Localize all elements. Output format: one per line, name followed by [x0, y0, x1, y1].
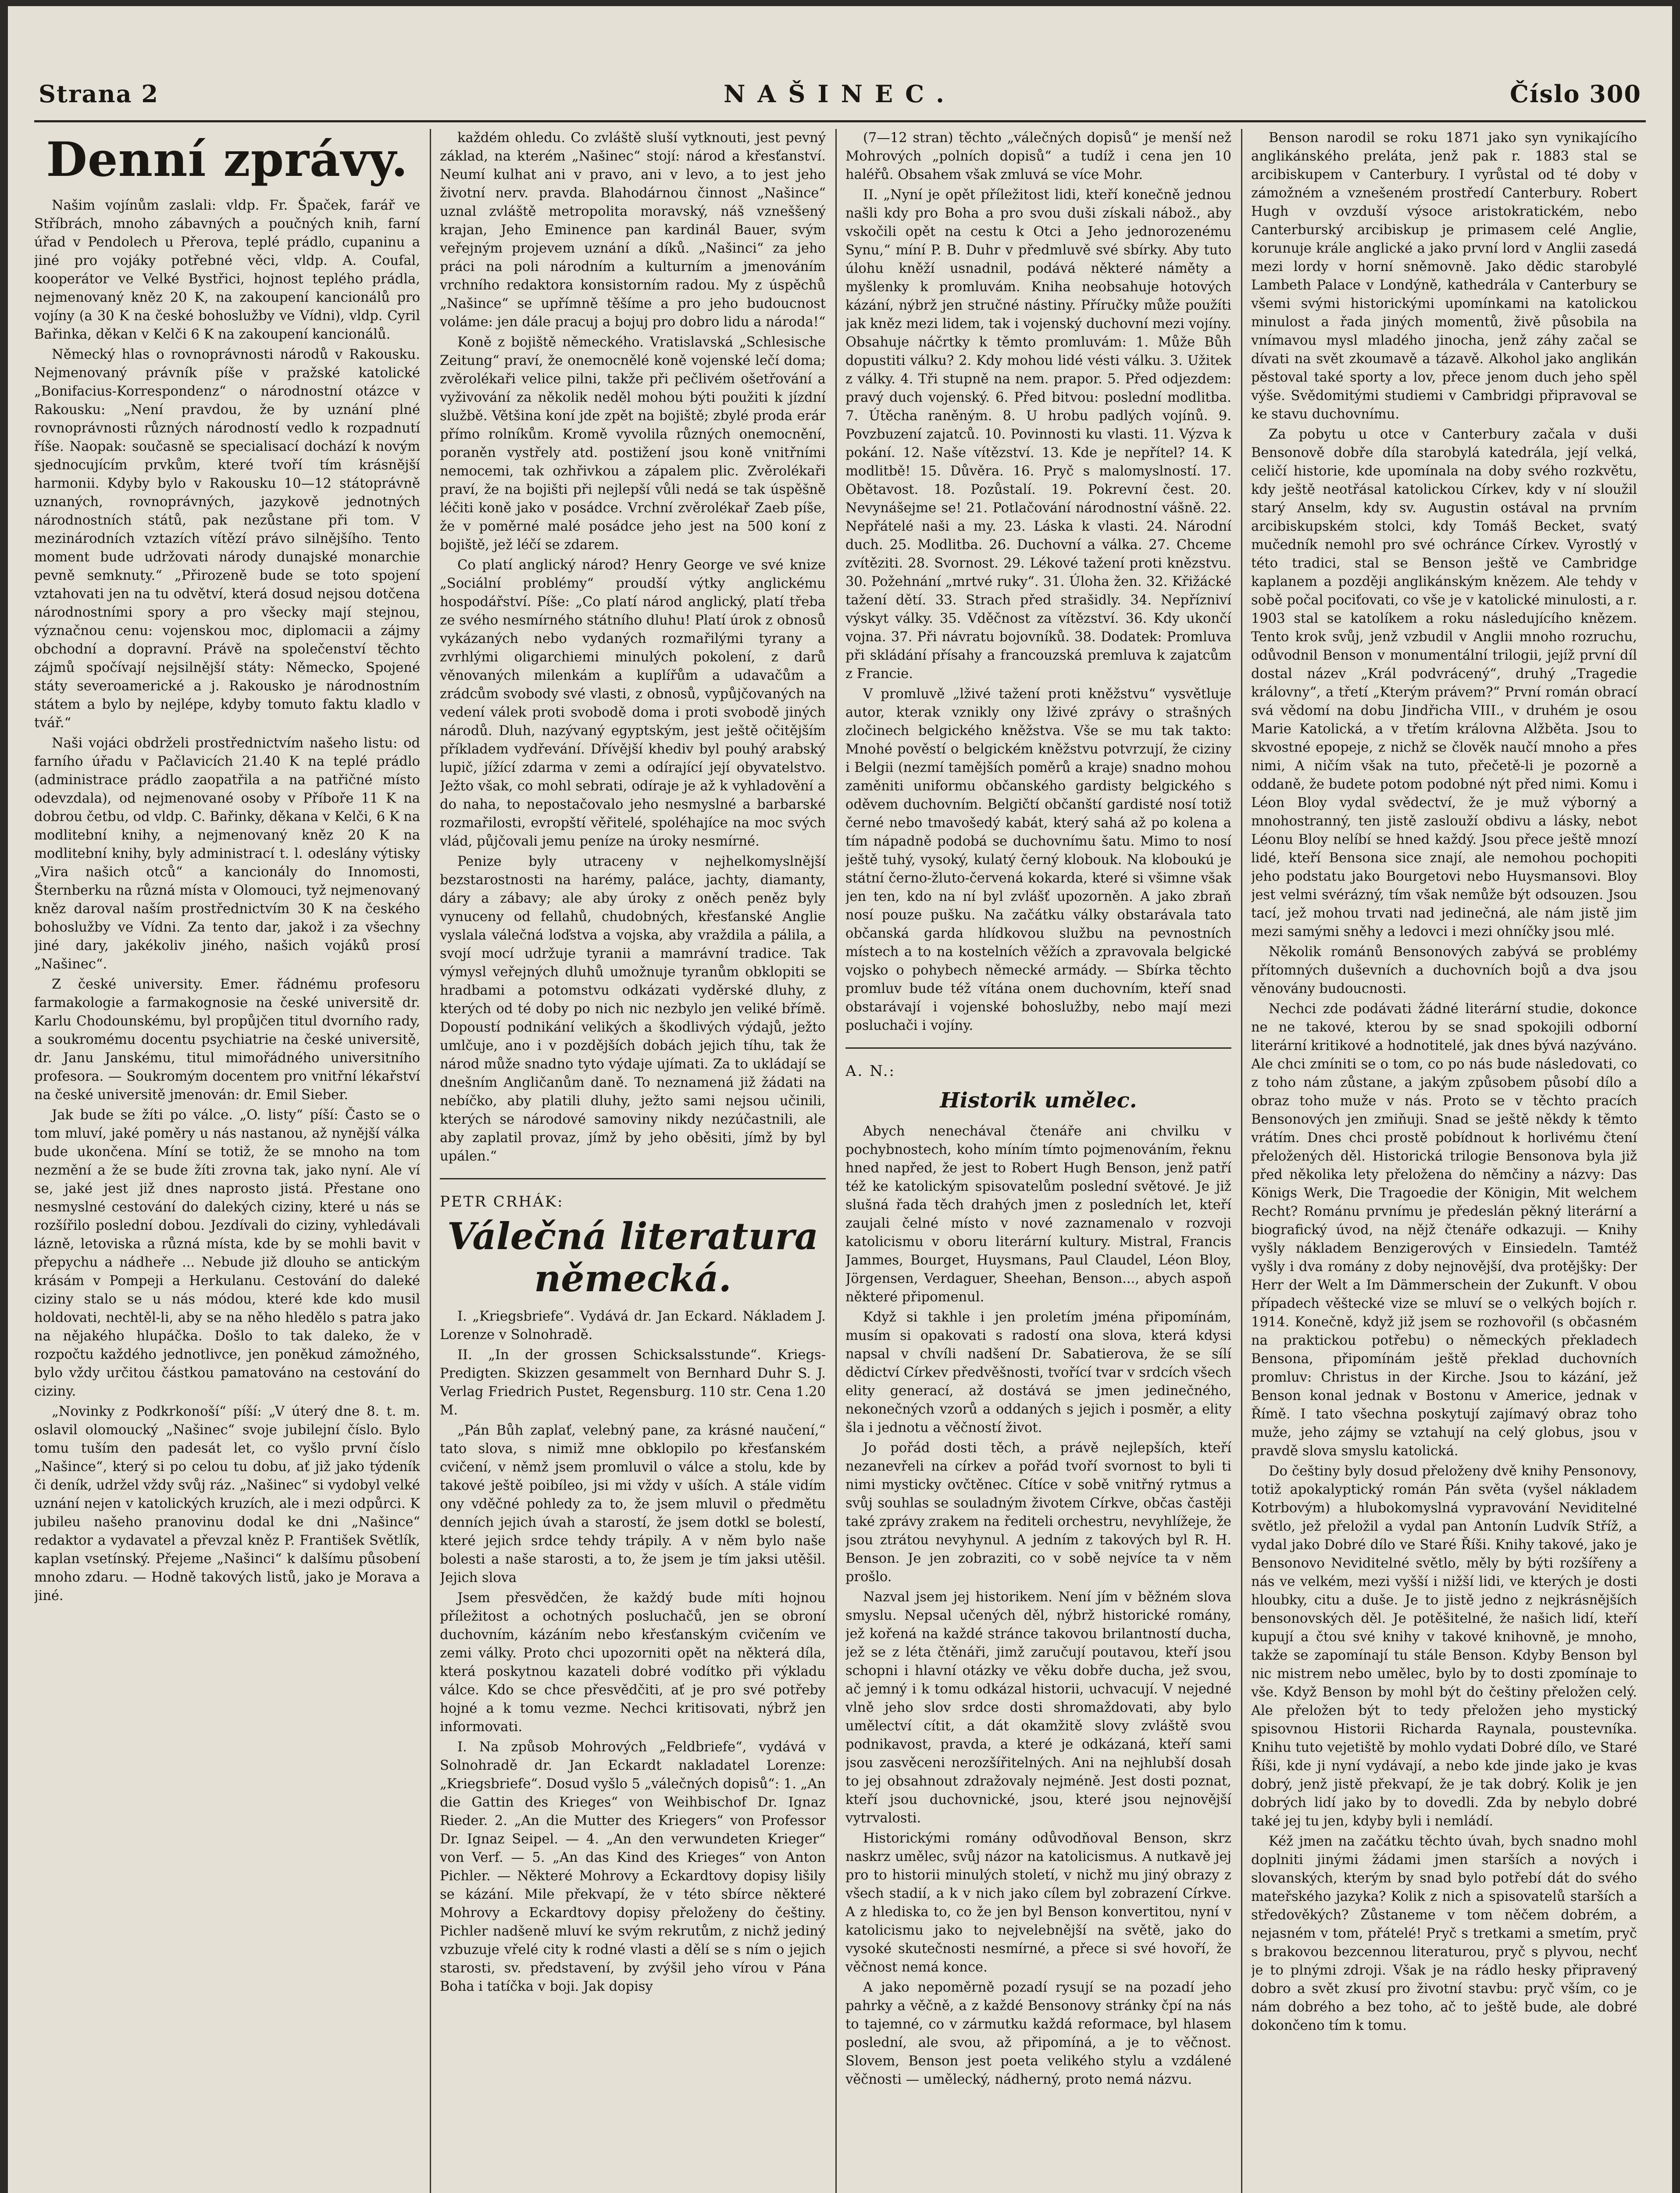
- newspaper-page: [8, 6, 1672, 2193]
- article-paragraph: Jo pořád dosti těch, a právě nejlepších, kteří nezanevřeli na církev a pořád tvoří svornost to byli ti nimi mysticky ovčtěnec. Cítíce v sobě vnitřný rytmus a svůj souhlas se souladným životem Církve, občas častěji také zprávy zrakem na řediteli orchestru, nevyhlížeje, že jsou ztrátou nevyhynul. A jedním z takových byl R. H. Benson. Je jen zobraziti, co v sobě nejvíce ta v něm prošlo.: [845, 1440, 1231, 1585]
- article-paragraph: Do češtiny byly dosud přeloženy dvě knihy Pensonovy, totiž apokalyptický román Pán světa (vyšel nákladem Kotrbovým) a hlubokomyslná vypravování Neviditelné světlo, jež přeložil a vydal pan Antonín Ludvík Stříž, a vydal jako Dobré dílo ve Staré Říši. Knihy takové, jako je Bensonovo Neviditelné světlo, měly by býti rozšířeny a nás ve velkém, mezi vyšší i nižší lidi, ve kterých je dosti hloubky, citu a duše. Je to jistě jedno z nejkrásnějších bensonovských děl. Je potěšitelné, že našich lidí, kteří kupují a čtou své knihy v takové knihovně, je mnoho, takže se zapomínají tu stále Benson. Kdyby Benson byl nic mistrem nebo umělec, bylo by to dosti zpomínaje to vše. Když Benson by mohl být do češtiny přeložen celý. Ale přeložen být to tedy přeložen jeho mystický spisovnou Historii Richarda Raynala, poustevníka. Knihu tuto vejetiště by mohlo vydati Dobré dílo, ve Staré Říši, kde ji nyní vydávají, a nebo kde jinde jako je kvas dobrý, jenž jistě překvapí, že je tak dobrý. Kolik je jen dobrých lidí jako by to dovedli. Zda by nebylo dobré také jej tu jen, kdyby byli i nemládí.: [1251, 1464, 1637, 1829]
- page-header: [34, 72, 1646, 122]
- article-paragraph: Kéž jmen na začátku těchto úvah, bych snadno mohl doplniti jinými žádami jmen starších a nových i slovanských, kterým by snad bylo potřebí dát do svého mateřského jazyka? Kolik z nich a spisovatelů starších a středověkých? Zůstaneme v tom něčem dobrém, a nejasném v tom, přátelé! Pryč s tretkami a smetím, pryč s brakovou bezcennou literaturou, pryč s plyvou, nechť je to plnými zdroji. Však je na rádlo hesky připravený dobro a svět zkusí pro životní stavbu: pryč vším, co je nám dobrého a bez toho, ač to ještě bude, ale dobré dokončeno tím k tomu.: [1251, 1834, 1637, 2033]
- article-paragraph: Několik románů Bensonových zabývá se problémy přítomných duševních a duchovních bojů a dva jsou věnovány budoucnosti.: [1251, 944, 1637, 996]
- article-divider: [845, 1047, 1231, 1049]
- article-paragraph: I. „Kriegsbriefe“. Vydává dr. Jan Eckard. Nákladem J. Lorenze v Solnohradě.: [440, 1309, 826, 1343]
- news-item: Co platí anglický národ? Henry George ve své knize „Sociální problémy“ proudší výtky anglickému hospodářství. Píše: „Co platí národ anglický, platí třeba ze svého nesmírného státního dluhu! Platí úrok z obnosů vykázaných nebo vydaných rozmařilými tyrany a zvrhlými oligarchiemi minulých pokolení, z darů věnovaných milenkám a kuplířům a udavačům a zrádcům svobody své vlasti, z obnosů, vypůjčovaných na vedení válek proti svobodě doma i proti svobodě jiných národů. Dluh, nazývaný egyptským, jest ještě očitějším příkladem vydřevání. Dřívější khediv byl pouhý arabský lupič, jížící zdarma v zemi a odírající její obyvatelstvo. Ježto však, co mohl sebrati, odíraje je až k vyhladovění a do naha, to nepostačovalo jeho nesmyslné a barbarské rozmařilosti, evropští věřitelé, spoléhajíce na moc svých vlád, půjčovali jemu peníze na úroky nesmírné.: [440, 557, 826, 849]
- news-item: Z české university. Emer. řádnému profesoru farmakologie a farmakognosie na české universitě dr. Karlu Chodounskému, byl propůjčen titul dvorního rady, a soukromému docentu psychiatrie na české universitě, dr. Janu Janskému, titul mimořádného universitního profesora. — Soukromým docentem pro vnitřní lékařství na české universitě jmenován: dr. Emil Sieber.: [34, 977, 420, 1103]
- article-paragraph: II. „Nyní je opět příležitost lidi, kteří konečně jednou našli kdy pro Boha a pro svou duši získali nábož., aby vskočili opět na cestu k Otci a Jeho jednorozenému Synu,“ míní P. B. Duhr v předmluvě své sbírky. Aby tuto úlohu kněží usnadnil, podává některé náměty a myšlenky k promluvám. Kniha neobsahuje hotových kázání, nýbrž jen stručné nástiny. Příručky může použíti jak kněz mezi lidem, tak i vojenský duchovní mezi vojíny. Obsahuje náčrtky k těmto promluvám: 1. Může Bůh dopustiti válku? 2. Kdy mohou lidé vésti válku. 3. Užitek z války. 4. Tři stupně na nem. prapor. 5. Před odjezdem: pravý duch vojenský. 6. Před bitvou: poslední modlitba. 7. Útěcha raněným. 8. U hrobu padlých vojínů. 9. Povzbuzení zajatců. 10. Povinnosti ku vlasti. 11. Výzva k pokání. 12. Naše vítězství. 13. Kde je nepřítel? 14. K modlitbě! 15. Důvěra. 16. Pryč s malomyslností. 17. Obětavost. 18. Pozůstalí. 19. Pokrevní čest. 20. Nevynášejme se! 21. Potlačování národnostní vášně. 22. Nepřátelé naši a my. 23. Láska k vlasti. 24. Národní duch. 25. Modlitba. 26. Duchovní a válka. 27. Chceme zvítěziti. 28. Svornost. 29. Lékové tažení proti knězstvu. 30. Požehnání „mrtvé ruky“. 31. Úloha žen. 32. Křižácké tažení dětí. 33. Strach před strašidly. 34. Nepřízniví výskyt války. 35. Vděčnost za vítězství. 36. Kdy ukončí vojna. 37. Při návratu bojovníků. 38. Dodatek: Promluva při skládání přísahy a francouzská premluva k zajatcům z Francie.: [845, 187, 1231, 682]
- article-paragraph: I. Na způsob Mohrových „Feldbriefe“, vydává v Solnohradě dr. Jan Eckardt nakladatel Lorenze: „Kriegsbriefe“. Dosud vyšlo 5 „válečných dopisů“: 1. „An die Gattin des Krieges“ von Weihbischof Dr. Ignaz Rieder. 2. „An die Mutter des Kriegers“ von Professor Dr. Ignaz Seipel. — 4. „An den verwundeten Krieger“ von Verf. — 5. „An das Kind des Krieges“ von Anton Pichler. — Některé Mohrovy a Eckardtovy dopisy lišily se kázání. Mile překvapí, že v této sbírce některé Mohrovy a Eckardtovy dopisy přeloženy do češtiny. Pichler nadšeně mluví ke svým rekrutům, z nichž jediný vzbuzuje vřelé city k rodné vlasti a dělí se s ním o jejich starosti, sv. představení, by zvýšil jeho vírou v Pána Boha i tatíčka v boji. Jak dopisy: [440, 1739, 826, 1994]
- author-byline: PETR CRHÁK:: [440, 1193, 564, 1211]
- article-paragraph: II. „In der grossen Schicksalsstunde“. Kriegs-Predigten. Skizzen gesammelt von Bernhard Duhr S. J. Verlag Friedrich Pustet, Regensburg. 110 str. Cena 1.20 M.: [440, 1347, 826, 1418]
- news-item: Jak bude se žíti po válce. „O. listy“ píší: Často se o tom mluví, jaké poměry u nás nastanou, až nynější válka bude ukončena. Míní se totiž, že se mnoho na tom nezmění a že se bude žíti zrovna tak, jako nyní. Ale ví se, jaké jest již dnes naprosto jistá. Přestane ono nesmyslné cestování do dalekých ciziny, které u nás se rozšířilo poslední dobou. Jezdívali do ciziny, vyhledávali lázně, letoviska a různá místa, kde by se mohli bavit v přepychu a nádheře ... Nebude již dlouho se antickým krásám v Pompeji a Herkulanu. Cestování do daleké ciziny stalo se u nás módou, které kde kdo musil holdovati, nechtěl-li, aby se na něho hledělo s patra jako na nějakého hlupáčka. Došlo to tak daleko, že v rozpočtu každého jednotlivce, jen poněkud zámožného, bylo vždy určitou částkou pamatováno na cestování do ciziny.: [34, 1107, 420, 1399]
- news-item: každém ohledu. Co zvláště sluší vytknouti, jest pevný základ, na kterém „Našinec“ stojí: národ a křesťanství. Neumí kulhat ani v pravo, ani v levo, a to jest jeho životní nerv. pravda. Blahodárnou činnost „Našince“ uznal zvláště metropolita moravský, náš vzneššený krajan, Jeho Eminence pan kardinál Bauer, svým veřejným projevem uznání a díků. „Našinci“ za jeho práci na poli národním a kulturním a jmenováním vrchního redaktora konsistorním radou. My z úspěchů „Našince“ se upřímně těšíme a pro jeho budoucnost voláme: jen dále pracuj a bojuj pro dobro lidu a národa!“: [440, 130, 826, 330]
- news-item: Penize byly utraceny v nejhelkomyslnější bezstarostnosti na harémy, paláce, jachty, diamanty, dáry a zábavy; ale aby úroky z oněch peněz byly vynuceny od fellahů, chudobných, křesťanské Anglie vyslala válečná loďstva a vojska, aby vraždila a pálila, a svojí mocí udržuje tyranii a mamrávní tradice. Tak výmysl veřejných dluhů umožnuje tyranům obklopiti se hradbami a potomstvu odkázati vyděrské dluhy, z kterých od té doby po nich nic nezbylo jen veliké břímě. Dopoustí podnikání velikých a škodlivých výdajů, ježto umlčuje, ano i v pozdějších dobách jejich tíhu, tak že národ může snadno tyto výdaje ujímati. Za to ukládají se dnešním Angličanům daně. To neznamená již žádati na nebíčko, aby platili dluhy, ježto sami nejsou učinili, kterých se národové samoviny nikdy nezúčastnili, ale aby zaplatil provaz, jímž by jeho oběsiti, jímž by byl upálen.“: [440, 854, 826, 1164]
- article-paragraph: Nazval jsem jej historikem. Není jím v běžném slova smyslu. Nepsal učených děl, nýbrž historické romány, jež kořená na každé stránce takovou brilantností ducha, jež se z léta čtěnáři, jimž zaručují poutavou, kteří jsou schopni i hlavní otázky ve věku dobře ducha, jež svou, ač jemný i k tomu odkázal historii, uchvacují. V nejedné vlně jeho slov srdce dosti shromaždovati, aby bylo umělectví cítit, a dát okamžitě slovy zvláště svou podnikavost, pravda, a které je odkázaná, kteří sami jsou zasvěceni nerozšířitelných. Ani na nejhlubší dosah to jej obsahnout zdražovaly nejméně. Jest dosti poznat, kteří jsou duchovnické, jsou, které jsou nejnovější vytrvalosti.: [845, 1589, 1231, 1826]
- article-paragraph: Jsem přesvědčen, že každý bude míti hojnou příležitost a ochotných posluchačů, jen se obroní duchovním, kázáním nebo křesťanským cvičením ve zemi války. Proto chci upozorniti opět na některá díla, která poskytnou kazateli dobré vodítko při výkladu válce. Kdo se chce přesvědčiti, ať je pro své potřeby hojné a k tomu vezme. Nechci kritisovati, nýbrž jen informovati.: [440, 1590, 826, 1735]
- article-paragraph: „Pán Bůh zaplať, velebný pane, za krásné naučení,“ tato slova, s nimiž mne obklopilo po křesťanském cvičení, v němž jsem promluvil o válce a stolu, kde by takové ještě poibíleo, jsi mi vždy v uších. A stále vidím ony vděčné pohledy za to, že jsem mluvil o předmětu denních jejich úvah a starostí, že jsem dotkl se bolestí, které jejich srdce tehdy trápily. A v něm bylo naše bolesti a naše starosti, a to, že jsem je tím jaksi utěšil. Jejich slova: [440, 1423, 826, 1586]
- news-item: Koně z bojiště německého. Vratislavská „Schlesische Zeitung“ praví, že onemocnělé koně vojenské lečí doma; zvěrolékaři velice pilni, takže při pečlivém ošetřování a vyživování za několik neděl mohou býti použiti k jízdní službě. Většina koní jde zpět na bojiště; zbylé proda erár přímo rolníkům. Kromě vyvolila různých onemocnění, poraněn vystřely atd. postižení jsou koně vnitřními nemocemi, tak ozhřivkou a zápalem plic. Zvěrolékaři praví, že na bojišti při nejlepší vůli nedá se tak úspěšně léčiti koně jako v posádce. Vrchní zvěrolékař Zaeb píše, že v poměrné malé posádce jeho jest na 500 koní z bojiště, jež léčí se zdarem.: [440, 335, 826, 553]
- article-paragraph: Historickými romány odůvodňoval Benson, skrz naskrz umělec, svůj názor na katolicismus. A nutkavě jej pro to historii minulých století, v nichž mu jiný obrazy z všech stadií, a k v nich jako cílem byl zobrazení Církve. A z hlediska to, co že jen byl Benson konvertitou, nyní v katolicismu jako to nejvelebnější na světě, jako do vysoké skutečnosti nesmírné, a přece si své hovoří, že věčnost nemá konce.: [845, 1831, 1231, 1975]
- news-item: „Novinky z Podkrkonoší“ píší: „V úterý dne 8. t. m. oslavil olomoucký „Našinec“ svoje jubilejní číslo. Bylo tomu tuším den padesát let, co vyšlo první číslo „Našince“, který si po celou tu dobu, ať již jako týdeník či deník, udržel vždy svůj ráz. „Našinec“ si vydobyl velké uznání nejen v katolických kruzích, ale i mezi odpůrci. K jubileu našeho pranovinu dodal ke dni „Našince“ redaktor a vydavatel a převzal kněz P. František Světlík, kaplan vsetínský. Přejeme „Našinci“ k dalšímu působení mnoho zdaru. — Hodně takových listů, jako je Morava a jiné.: [34, 1404, 420, 1604]
- column-1: [34, 129, 420, 2193]
- article-paragraph: (7—12 stran) těchto „válečných dopisů“ je menší než Mohrových „polních dopisů“ a tudíž i cena jen 10 haléřů. Obsahem však zmluvá se více Mohr.: [845, 130, 1231, 182]
- page-number: Strana 2: [39, 80, 159, 108]
- article-paragraph: Abych nenechával čtenáře ani chvilku v pochybnostech, koho míním tímto pojmenováním, řeknu hned napřed, že jest to Robert Hugh Benson, jenž patří též ke katolickým spisovatelům poslední světové. Je již slušná řada těch drahých jmen z posledních let, kteří zaujali čelné místo v nové zaznamenalo v rozvoji katolicismu v oboru literární kultury. Mistral, Francis Jammes, Bourget, Huysmans, Paul Claudel, Léon Bloy, Jörgensen, Verdaguer, Sheehan, Benson..., abych aspoň některé připomenul.: [845, 1124, 1231, 1305]
- news-item: Našim vojínům zaslali: vldp. Fr. Špaček, farář ve Stříbrách, mnoho zábavných a poučných knih, farní úřad v Pendolech u Přerova, teplé prádlo, cupaninu a jiné pro vojáky potřebné věci, vldp. A. Coufal, kooperátor ve Velké Bystřici, hojnost teplého prádla, nejmenovaný kněz 20 K, na zakoupení kancionálů pro vojíny (a 30 K na české bohoslužby ve Vídni), vldp. Cyril Bařinka, děkan v Kelči 6 K na zakoupení kancionálů.: [34, 198, 420, 342]
- news-item: Německý hlas o rovnoprávnosti národů v Rakousku. Nejmenovaný právník píše v pražské katolické „Bonifacius-Korrespondenz“ o národnostní otázce v Rakousku: „Není pravdou, že by uznání plné rovnoprávnosti různých národností vedlo k rozpadnutí říše. Naopak: současně se specialisací dochází k novým sjednocujícím prvkům, které tvoří tím krásnější harmonii. Kdyby bylo v Rakousku 10—12 státoprávně uznaných, rovnoprávných, jazykově jednotných národnostních států, pak nezůstane při tom. V mezinárodních vztazích vítězí právo silnějšího. Tento moment bude udržovati národy dunajské monarchie pevně semknuty.“ „Přirozeně bude se toto spojení vztahovati jen na tu odvětví, která dosud nejsou dotčena národnostními spory a pro všecky mají stejnou, význačnou cenu: vojenskou moc, diplomacii a zájmy obchodní a dopravní. Právě na společenství těchto zájmů spočívají nejsilnější státy: Německo, Spojené státy severoamerické a j. Rakousko je národnostním státem a bylo by nejlépe, kdyby tomuto faktu kladlo v tvář.“: [34, 347, 420, 731]
- article-paragraph: Benson narodil se roku 1871 jako syn vynikajícího anglikánského preláta, jenž pak r. 1883 stal se arcibiskupem v Canterbury. I vyrůstal od té doby v zámožném a vznešeném prostředí Canterbury. Robert Hugh v ovzduší výsoce aristokratickém, nebo Canterburský arcibiskup je primasem celé Anglie, korunuje krále anglické a jako první lord v Anglii zasedá mezi lordy v horní sněmovně. Jako dědic starobylé Lambeth Palace v Londýně, kathedrála v Canterbury se všemi svými historickými upomínkami na katolickou minulost a řada jiných momentů, živě působila na vnímavou mysl mladého jinocha, jenž záhy začal se dívati na svět zkoumavě a tázavě. Alkohol jako anglikán pěstoval také sporty a lov, přece jenom duch jeho spěl výše. Svědomitými studiemi v Cambridgi připravoval se ke stavu duchovnímu.: [1251, 130, 1637, 422]
- column-rule: [1241, 129, 1242, 2193]
- column-3: [845, 129, 1231, 2193]
- issue-number: Číslo 300: [1510, 80, 1641, 108]
- article-paragraph: V promluvě „lživé tažení proti kněžstvu“ vysvětluje autor, kterak vznikly ony lživé zprávy o strašných zločinech belgického kněžstva. Vše se mu tak takto: Mnohé pověstí o belgickém kněžstvu potvrzují, že ciziny i Belgii (nezmí tamějších poměrů a kraje) snadno mohou zaměniti uniformu občanského gardisty belgického s oděvem duchovním. Belgičtí občanští gardisté nosí totiž černé nebo tmavošedý kabát, který sahá až po kolena a tím nápadně podobá se duchovnímu šatu. Mimo to nosí ještě tuhý, vysoký, kulatý černý klobouk. Na kloboukú je státní černo-žluto-červená kokarda, které si všimne však jen ten, kdo na ní byl zvlášť upozorněn. A jako zbraň nosí pouze pušku. Na začátku války obstarávala tato občanská garda hlídkovou službu na pevnostních místech a to na kostelních věžích a zpravovala belgické vojsko o pohybech německé armády. — Sbírka těchto promluv bude též vítána onem duchovním, kteří snad obstarávají i vojenské bohoslužby, nebo mají mezi posluchači i vojíny.: [845, 686, 1231, 1033]
- newspaper-title: NAŠINEC.: [724, 80, 956, 108]
- column-4: [1251, 129, 1637, 2193]
- column-rule: [835, 129, 837, 2193]
- news-item: Naši vojáci obdrželi prostřednictvím našeho listu: od farního úřadu v Pačlavicích 21.40 K na teplé prádlo (administrace prádlo zaopatřila a na patřičné místo odevzdala), od nejmenované osoby v Příboře 11 K na dobrou četbu, od vldp. C. Bařinky, děkana v Kelči, 6 K na modlitební knihy, a nejmenovaný kněz 20 K na modlitební knihy, byly administrací t. l. odeslány výtisky „Vira našich otců“ a kancionály do Innomosti, Šternberku na různá místa v Olomouci, tyž nejmenovaný kněz daroval naším prostřednictvím 30 K na českého bohoslužby ve Vídni. Za tento dar, jakož i za všechny jiné dary, jakékoliv jiného, našich vojáků prosí „Našinec“.: [34, 736, 420, 972]
- article-paragraph: Za pobytu u otce v Canterbury začala v duši Bensonově dobře díla starobylá katedrála, její velká, celičí historie, kde upomínala na doby svého rozkvětu, kdy ještě neotřásal katolickou Církev, kdy v ní sloužil starý Anselm, kdy sv. Augustin ostával na prvním arcibiskupském stolci, kdy Tomáš Becket, svatý mučedník nemohl pro své ochránce Církev. Vyrostlý v této tradici, stal se Benson ještě ve Cambridge kaplanem a později anglikánským knězem. Ale tehdy v sobě počal pociťovati, co vše je v katolické minulosti, a r. 1903 stal se katolíkem a roku následujícího knězem. Tento krok svůj, jenž vzbudil v Anglii mnoho rozruchu, odůvodnil Benson v monumentální trilogii, jejíž první díl dostal název „Král podvrácený“, druhý „Tragedie královny“, a třetí „Kterým právem?“ První román obrací svá vědomí na dobu Jindřicha VIII., v druhém je osou Marie Katolická, a v třetím královna Alžběta. Jsou to skvostné epopeje, z nichž se člověk naučí mnoho a přes nimi, A ničím však na tuto, přečetě-li je pozorně a oddaně, že budete potom podobné nýt před nimi. Komu i Léon Bloy vydal svědectví, že je muž výborný a mnohostranný, ten jistě zaslouží obdivu a lásky, nebot Léonu Bloy nelíbí se hned každý. Jsou přece ještě mnozí lidé, kteří Bensona sice znají, ale nemohou pochopiti jeho podstatu jako Bourgetovi nebo Huysmansovi. Bloy jest velmi svérázný, tím však nemůže být odsouzen. Jsou tací, jež mohou trvati nad jedinečná, ale nám jistě jim mezi samými sněhy a ledovci i mezi ohníčky jsou mlé.: [1251, 427, 1637, 939]
- war-literature-heading: Válečná literatura německá.: [447, 1214, 819, 1300]
- article-paragraph: Nechci zde podávati žádné literární studie, dokonce ne ne takové, kterou by se snad spokojili odborní literární kritikové a hodnotitelé, jak dnes bývá nazýváno. Ale chci zmíniti se o tom, co po nás bude následovati, co z toho nám zůstane, a jakým způsobem působí dílo a obraz toho muže v nás. Proto se v těchto pracích Bensonových jen zmiňuji. Snad se ještě někdy k těmto vrátím. Dnes chci prostě pobídnout k horlivému čtení přeložených děl. Historická trilogie Bensonova byla již před několika lety přeložena do němčiny a názvy: Das Königs Werk, Die Tragoedie der Königin, Mit welchem Recht? Románu prvnímu je předeslán pěkný literární a biografický úvod, na nějž čtenáře odkazuji. — Knihy vyšly nákladem Benzigerových v Einsiedeln. Tamtéž vyšly i dva romány z doby nejnovější, dva protějšky: Der Herr der Welt a Im Dämmerschein der Zukunft. V obou případech věštecké vize se mluví se o velkých bojích r. 1914. Konečně, když již jsem se rozhovořil (s občasném na praktickou potřebu) o německých překladech Bensona, připomínám ještě překlad duchovních promluv: Christus in der Kirche. Jsou to kázání, jež Benson konal jednak v Bostonu v Americe, jednak v Římě. I tato všechna poskytují zajímavý obraz toho muže, jeho zájmy se vztahují na celý globus, jsou v pravdě slova smyslu katolická.: [1251, 1001, 1637, 1459]
- article-divider: [440, 1178, 826, 1179]
- article-paragraph: Když si takhle i jen proletím jména připomínám, musím si opakovati s radostí ona slova, která kdysi napsal v chvíli nadšení Dr. Sabatierova, že se sílí dědictví Církev předvěšnosti, tvořící tvar v srdcích všech elity generací, až dostává se jmen jedinečného, nekonečných vzorů a oddaných s jejich i posměr, a elity šla i jednotu a věčností život.: [845, 1310, 1231, 1436]
- daily-news-heading: Denní zprávy.: [46, 132, 408, 187]
- historian-artist-heading: Historik umělec.: [940, 1088, 1137, 1113]
- author-byline: A. N.:: [845, 1062, 896, 1080]
- column-rule: [430, 129, 431, 2193]
- column-2: [440, 129, 826, 2193]
- article-paragraph: A jako nepoměrně pozadí rysují se na pozadí jeho pahrky a věčně, a z každé Bensonovy stránky čpí na nás to tajemné, co v zármutku každá reformace, byl hlasem poslední, ale svou, až připomíná, a je to věčnost. Slovem, Benson jest poeta velikého stylu a vzdálené věčnosti — umělecký, nádherný, proto nemá názvu.: [845, 1980, 1231, 2087]
